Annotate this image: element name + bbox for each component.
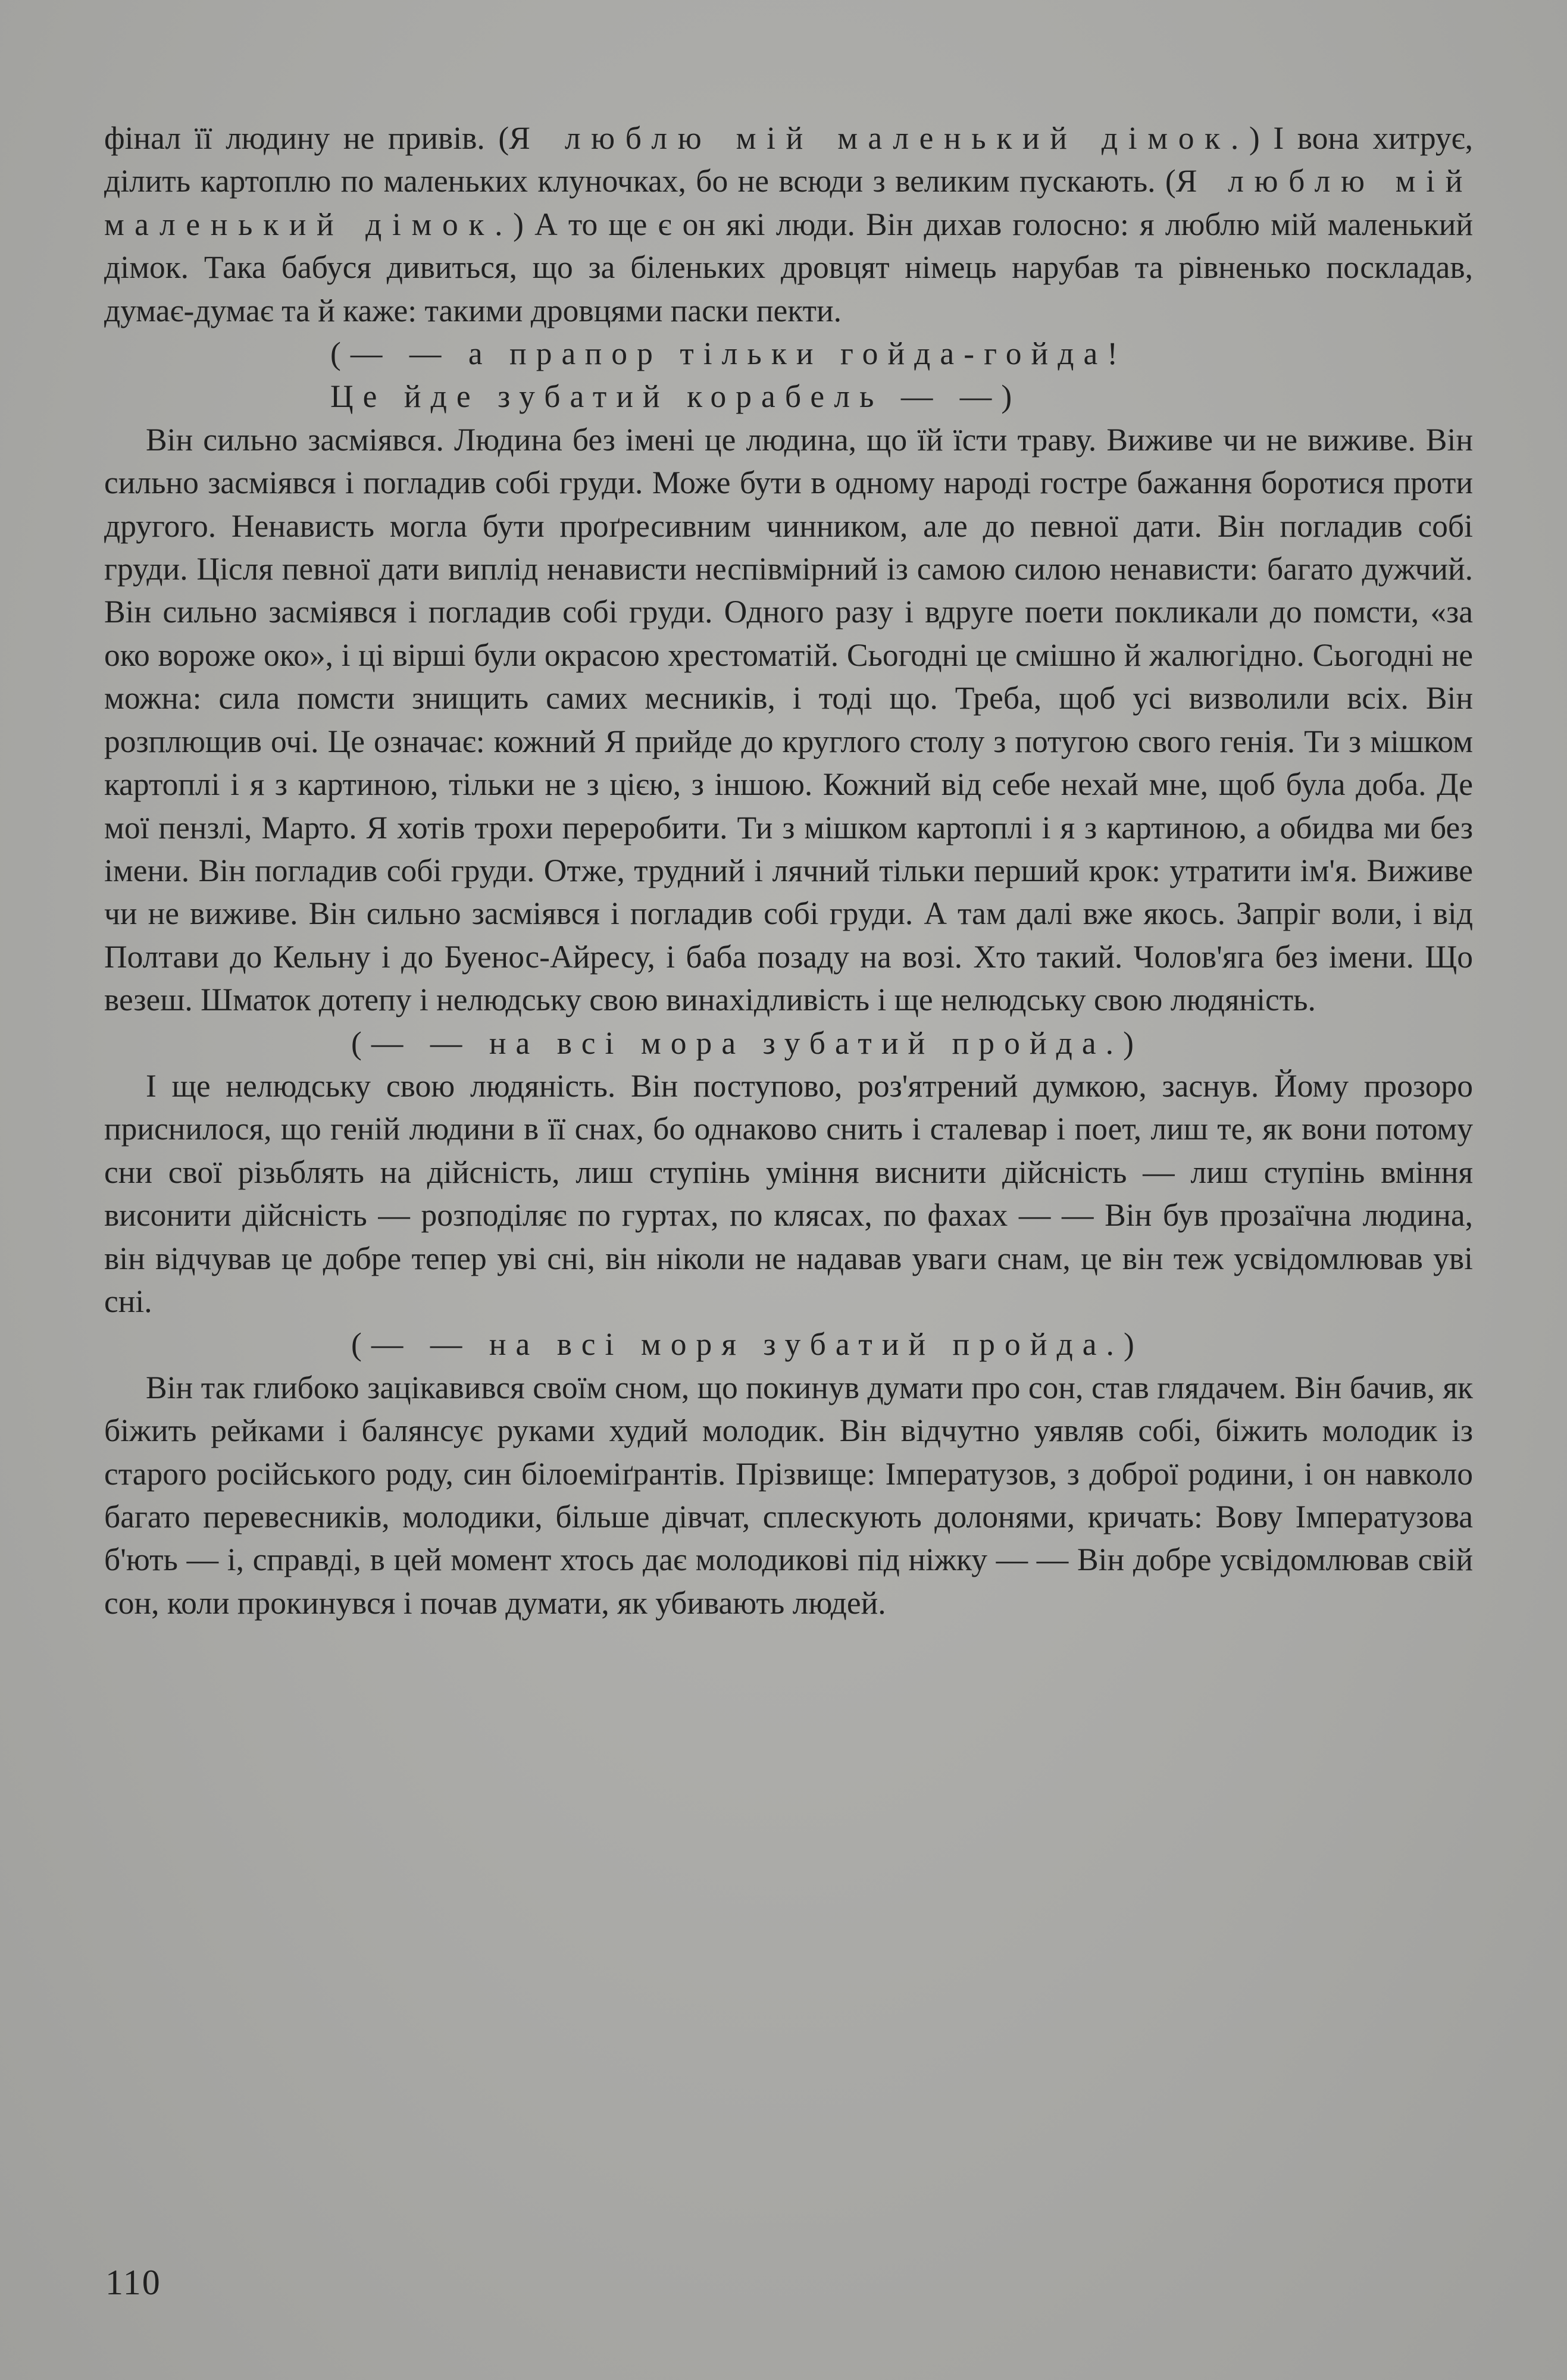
paragraph-1 [104, 117, 1473, 332]
paragraph-1-text-3: ) А то ще є он які люди. Він дихав голосно: я люблю мій маленький дімок. Така бабуся дивиться, що за біленьких дровцят німець нарубав та рівненько поскладав, думає-думає та й каже: такими дровцями паски пекти. [104, 206, 1474, 328]
paragraph-3: І ще нелюдську свою людяність. Він поступово, роз'ятрений думкою, заснув. Йому прозоро приснилося, що геній людини в її снах, бо однаково снить і сталевар і поет, лиш те, як вони потому сни свої різьблять на дійсність, лиш ступінь уміння виснити дійсність — лиш ступінь вміння висонити дійсність — розподіляє по гуртах, по клясах, по фахах — — Він був прозаїчна людина, він відчував це добре тепер уві сні, він ніколи не надавав уваги снам, це він теж усвідомлював уві сні. [104, 1067, 1473, 1319]
verse-line-2: Це йде зубатий корабель — —) [330, 378, 1022, 415]
page-text [104, 117, 1473, 1624]
verse-line-1: (— — а прапор тільки гойда-гойда! [330, 336, 1128, 372]
page-number: 110 [105, 2263, 161, 2302]
verse-line-4: (— — на всі моря зубатий пройда.) [351, 1326, 1144, 1363]
paragraph-1-spaced-1: Я люблю мій маленький дімок. [509, 120, 1249, 156]
paragraph-1-text-1: фінал її людину не привів. ( [104, 120, 509, 156]
paragraph-1-spaced-2: Я люблю мій маленький дімок. [104, 163, 1473, 242]
paragraph-1-text-2: ) І вона хитрує, ділить картоплю по маленьких клуночках, бо не всюди з великим пускають. ( [104, 120, 1473, 199]
verse-line-3: (— — на всі мора зубатий пройда.) [351, 1025, 1143, 1061]
paragraph-4: Він так глибоко зацікавився своїм сном, що покинув думати про сон, став глядачем. Він бачив, як біжить рейками і балянсує руками худий молодик. Він відчутно уявляв собі, біжить молодик із старого російського роду, син білоеміґрантів. Прізвище: Імператузов, з доброї родини, і он навколо багато перевесників, молодики, більше дівчат, сплескують долонями, кричать: Вову Імператузова б'ють — і, справді, в цей момент хтось дає молодикові під ніжку — — Він добре усвідомлював свій сон, коли прокинувся і почав думати, як убивають людей. [104, 1369, 1473, 1621]
paragraph-2: Він сильно засміявся. Людина без імені це людина, що їй їсти траву. Виживе чи не виживе. Він сильно засміявся і погладив собі груди. Може бути в одному народі гостре бажання боротися проти другого. Ненависть могла бути проґресивним чинником, але до певної дати. Він погладив собі груди. Цісля певної дати виплід ненависти неспівмірний із самою силою ненависти: багато дужчий. Він сильно засміявся і погладив собі груди. Одного разу і вдруге поети покликали до помсти, «за око вороже око», і ці вірші були окрасою хрестоматій. Сьогодні це смішно й жалюгідно. Сьогодні не можна: сила помсти знищить самих месників, і тоді що. Треба, щоб усі визволили всіх. Він розплющив очі. Це означає: кожний Я прийде до круглого столу з потугою свого генія. Ти з мішком картоплі і я з картиною, тільки не з цією, з іншою. Кожний від себе нехай мне, щоб була доба. Де мої пензлі, Марто. Я хотів трохи переробити. Ти з мішком картоплі і я з картиною, а обидва ми без імени. Він погладив собі груди. Отже, трудний і лячний тільки перший крок: утратити ім'я. Виживе чи не виживе. Він сильно засміявся і погладив собі груди. А там далі вже якось. Запріг воли, і від Полтави до Кельну і до Буенос-Айресу, і баба позаду на возі. Хто такий. Чолов'яга без імени. Що везеш. Шматок дотепу і нелюдську свою винахідливість і ще нелюдську свою людяність. [104, 421, 1473, 1018]
